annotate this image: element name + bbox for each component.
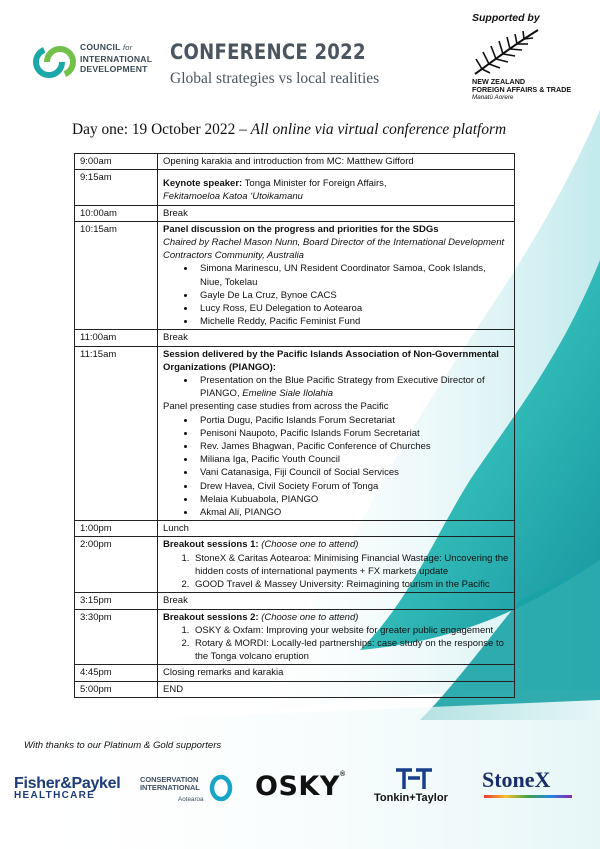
table-row bbox=[75, 609, 515, 665]
breakout-list bbox=[163, 552, 510, 592]
table-row bbox=[75, 330, 515, 346]
day-date: Day one: 19 October 2022 – bbox=[72, 121, 251, 138]
panel-list bbox=[163, 414, 510, 520]
list-item: • Vani Catanasiga, Fiji Council of Social Services bbox=[196, 466, 510, 479]
ci-ring-icon bbox=[208, 773, 234, 803]
list-item: • Michelle Reddy, Pacific Feminist Fund bbox=[196, 315, 510, 328]
table-row bbox=[75, 537, 515, 593]
row-content: Break bbox=[158, 205, 515, 221]
supporters-thanks: With thanks to our Platinum & Gold supporters bbox=[24, 740, 222, 751]
programme-table bbox=[74, 153, 515, 698]
list-item: • Gayle De La Cruz, Bynoe CACS bbox=[196, 289, 510, 302]
row-content: Lunch bbox=[158, 521, 515, 537]
stonex-logo: StoneX bbox=[482, 765, 582, 807]
row-time: 2:00pm bbox=[75, 537, 158, 593]
list-item: • Presentation on the Blue Pacific Strategy from Executive Director of PIANGO, Emeline Siale Ilolahia bbox=[196, 374, 510, 400]
row-content: Breakout sessions 2: (Choose one to attend) 1. OSKY & Oxfam: Improving your website for greater public engagement 2. Rotary & MORDI: Locally-led partnerships: case study on the response to the Tonga volcano eruption bbox=[158, 609, 515, 665]
list-item: • Rev. James Bhagwan, Pacific Conference of Churches bbox=[196, 440, 510, 453]
list-item: • Drew Havea, Civil Society Forum of Tonga bbox=[196, 480, 510, 493]
breakout-list bbox=[163, 624, 510, 664]
presentation-list bbox=[163, 374, 510, 400]
row-content: Breakout sessions 1: (Choose one to attend) 1. StoneX & Caritas Aotearoa: Minimising Financial Wastage: Uncovering the hidden costs of international payments + FX markets update 2. GOOD Travel & Massey University: Reimagining tourism in the Pacific bbox=[158, 537, 515, 593]
day-venue: All online via virtual conference platform bbox=[250, 121, 507, 138]
table-row bbox=[75, 221, 515, 330]
nz-mfat-logo-text: NEW ZEALAND FOREIGN AFFAIRS & TRADE Manatū Aorere bbox=[472, 77, 572, 102]
list-item: • Akmal Ali, PIANGO bbox=[196, 506, 510, 519]
row-content: END bbox=[158, 681, 515, 697]
stonex-stripe bbox=[484, 795, 572, 798]
row-time: 9:00am bbox=[75, 154, 158, 170]
row-content: Opening karakia and introduction from MC: Matthew Gifford bbox=[158, 154, 515, 170]
tonkin-taylor-logo: Tonkin+Taylor bbox=[374, 765, 464, 807]
day-heading bbox=[72, 121, 506, 139]
list-item: • Simona Marinescu, UN Resident Coordinator Samoa, Cook Islands, Niue, Tokelau bbox=[196, 262, 510, 288]
list-item: • Lucy Ross, EU Delegation to Aotearoa bbox=[196, 302, 510, 315]
conference-subtitle: Global strategies vs local realities bbox=[170, 70, 380, 87]
row-time: 3:15pm bbox=[75, 593, 158, 609]
supported-by-label: Supported by bbox=[472, 12, 540, 24]
registered-mark: ® bbox=[340, 771, 346, 778]
row-time: 1:00pm bbox=[75, 521, 158, 537]
list-item: 1. StoneX & Caritas Aotearoa: Minimising Financial Wastage: Uncovering the hidden costs of international payments + FX markets update bbox=[192, 552, 510, 578]
row-time: 10:00am bbox=[75, 205, 158, 221]
cid-logo-icon bbox=[30, 38, 78, 86]
table-row bbox=[75, 593, 515, 609]
cid-logo bbox=[30, 38, 165, 88]
row-content: Break bbox=[158, 593, 515, 609]
list-item: • Melaia Kubuabola, PIANGO bbox=[196, 493, 510, 506]
fisher-paykel-logo: Fisher&Paykel HEALTHCARE bbox=[14, 775, 121, 801]
list-item: • Penisoni Naupoto, Pacific Islands Forum Secretariat bbox=[196, 427, 510, 440]
cid-logo-text: COUNCIL for INTERNATIONAL DEVELOPMENT bbox=[80, 42, 153, 75]
panel-list bbox=[163, 262, 510, 328]
table-row bbox=[75, 681, 515, 697]
table-row bbox=[75, 170, 515, 205]
conservation-international-logo: CONSERVATION INTERNATIONAL Aotearoa bbox=[140, 765, 240, 807]
row-time: 3:30pm bbox=[75, 609, 158, 665]
row-time: 9:15am bbox=[75, 170, 158, 205]
row-content: Break bbox=[158, 330, 515, 346]
row-content: Keynote speaker: Tonga Minister for Foreign Affairs, Fekitamoeloa Katoa ‘Utoikamanu bbox=[158, 170, 515, 205]
list-item: • Portia Dugu, Pacific Islands Forum Secretariat bbox=[196, 414, 510, 427]
tt-mark-icon bbox=[394, 767, 434, 791]
table-row bbox=[75, 346, 515, 521]
table-row bbox=[75, 154, 515, 170]
silver-fern-icon bbox=[472, 26, 542, 78]
list-item: • Miliana Iga, Pacific Youth Council bbox=[196, 453, 510, 466]
row-content: Panel discussion on the progress and priorities for the SDGs Chaired by Rachel Mason Nunn, Board Director of the International Development Contractors Community, Australia • Simona Marinescu, UN Resident Coordinator Samoa, Cook Islands, Niue, Tokelau • Gayle De La Cruz, Bynoe CACS • Lucy Ross, EU Delegation to Aotearoa • Michelle Reddy, Pacific Feminist Fund bbox=[158, 221, 515, 330]
list-item: 2. Rotary & MORDI: Locally-led partnerships: case study on the response to the Tonga volcano eruption bbox=[192, 637, 510, 663]
row-content: Closing remarks and karakia bbox=[158, 665, 515, 681]
table-row bbox=[75, 521, 515, 537]
table-row bbox=[75, 205, 515, 221]
conference-title: CONFERENCE 2022 bbox=[170, 40, 366, 64]
list-item: 2. GOOD Travel & Massey University: Reimagining tourism in the Pacific bbox=[192, 578, 510, 591]
row-time: 11:00am bbox=[75, 330, 158, 346]
table-row bbox=[75, 665, 515, 681]
row-time: 10:15am bbox=[75, 221, 158, 330]
osky-logo: OSKY bbox=[255, 771, 340, 802]
row-time: 5:00pm bbox=[75, 681, 158, 697]
row-time: 4:45pm bbox=[75, 665, 158, 681]
list-item: 1. OSKY & Oxfam: Improving your website for greater public engagement bbox=[192, 624, 510, 637]
row-content: Session delivered by the Pacific Islands Association of Non-Governmental Organizations (PIANGO): • Presentation on the Blue Pacific Strategy from Executive Director of PIANGO, Emeline Siale Ilolahia Panel presenting case studies from across the Pacific • Portia Dugu, Pacific Islands Forum Secretariat • Penisoni Naupoto, Pacific Islands Forum Secretariat • Rev. James Bhagwan, Pacific Conference of Churches • Miliana Iga, Pacific Youth Council • Vani Catanasiga, Fiji Council of Social Services • Drew Havea, Civil Society Forum of Tonga • Melaia Kubuabola, PIANGO • Akmal Ali, PIANGO bbox=[158, 346, 515, 521]
row-time: 11:15am bbox=[75, 346, 158, 521]
